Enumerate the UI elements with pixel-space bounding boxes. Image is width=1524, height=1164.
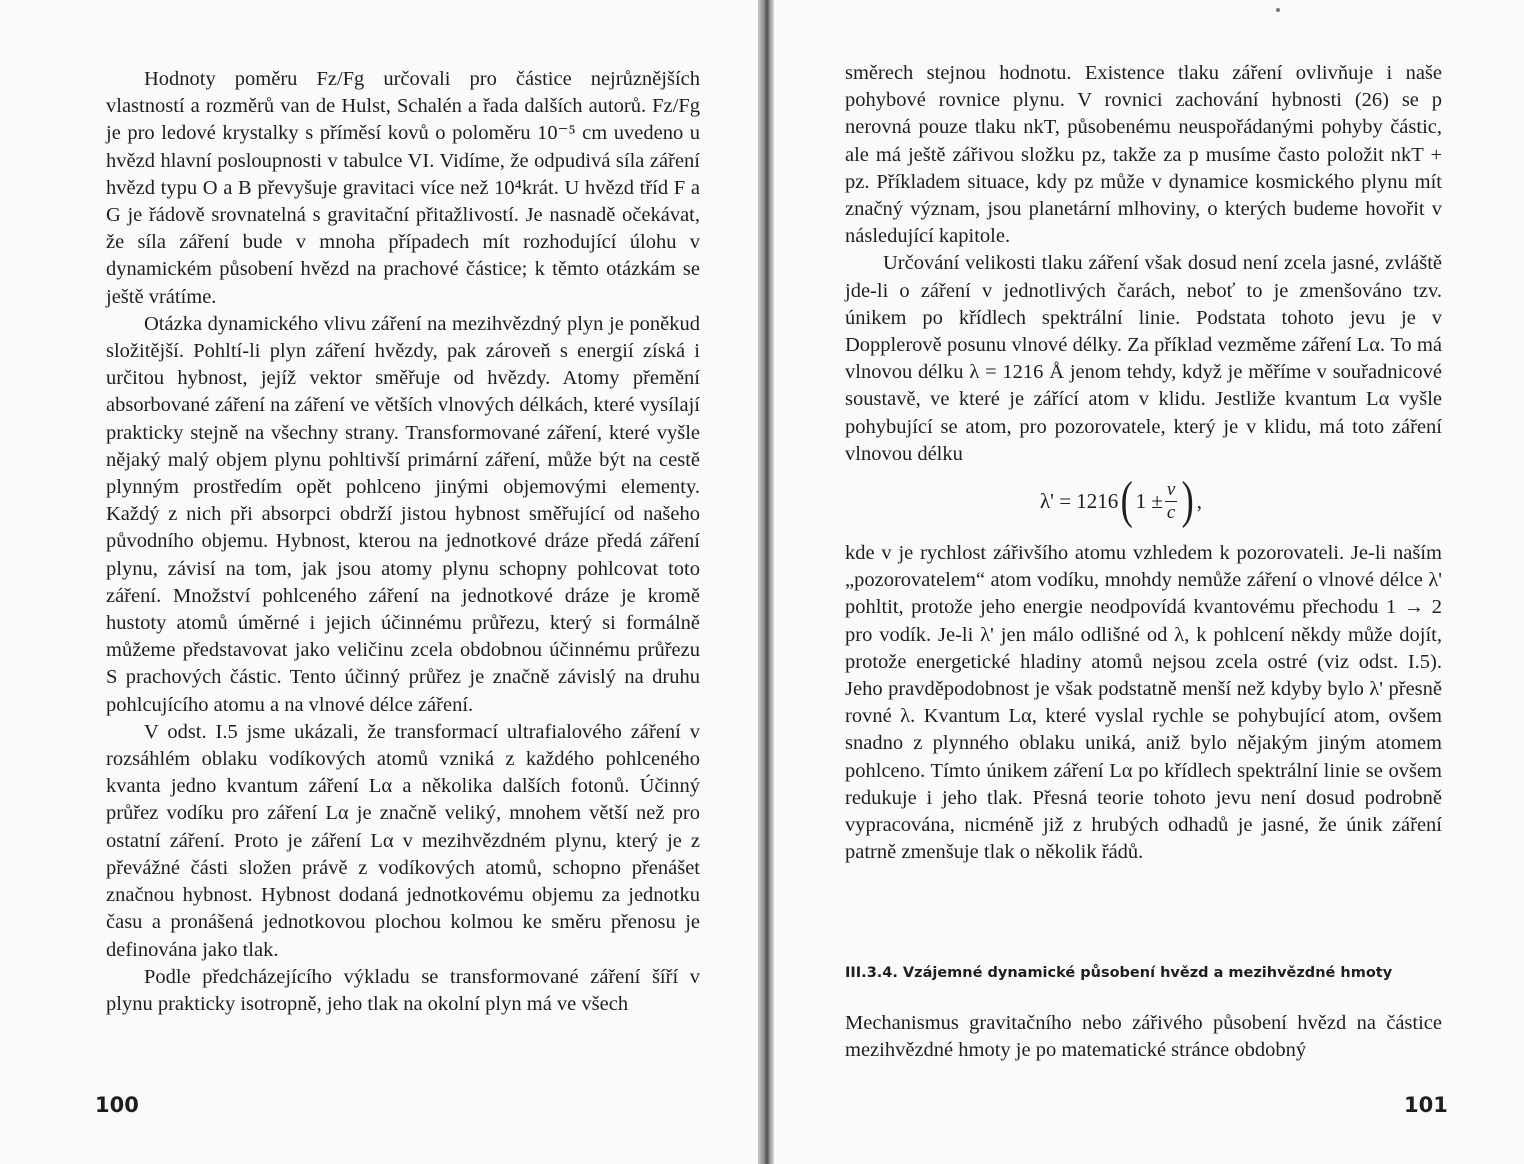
left-paren: ( bbox=[1120, 472, 1134, 529]
right-paren: ) bbox=[1181, 472, 1195, 529]
right-page-section-text bbox=[845, 1010, 1442, 1064]
fraction bbox=[1165, 479, 1177, 524]
paragraph: kde v je rychlost zářivšího atomu vzhledem k pozorovateli. Je-li naším „pozorovatelem“ atom vodíku, mnohdy nemůže záření o vlnové délce λ' pohltit, protože jeho energie neodpovídá kvantovému přechodu 1 → 2 pro vodík. Je-li λ' jen málo odlišné od λ, k pohlcení někdy může dojít, protože energetické hladiny atomů nejsou zcela ostré (viz odst. I.5). Jeho pravděpodobnost je však podstatně menší než kdyby bylo λ' přesně rovné λ. Kvantum Lα, které vyslal rychle se pohybující atom, ovšem snadno z plynného oblaku uniká, aniž bylo nějakým jiným atomem pohlceno. Tímto únikem záření Lα po křídlech spektrální linie se ovšem redukuje i jeho tlak. Přesná teorie tohoto jevu není dosud podrobně vypracována, nicméně již z hrubých odhadů je jasné, že únik záření patrně zmenšuje tlak o několik řádů. bbox=[845, 542, 1442, 864]
paragraph: Mechanismus gravitačního nebo zářivého působení hvězd na částice mezihvězdné hmoty je po matematické stránce obdobný bbox=[845, 1012, 1442, 1062]
paragraph: V odst. I.5 jsme ukázali, že transformací ultrafialového záření v rozsáhlém oblaku vodíkových atomů vzniká z každého pohlceného kvanta jedno kvantum záření Lα a několika dalších fotonů. Účinný průřez vodíku pro záření Lα je značně veliký, mnohem větší než pro ostatní záření. Proto je záření Lα v mezihvězdném plynu, který je z převážné části složen právě z vodíkových atomů, schopno přenášet značnou hybnost. Hybnost dodaná jednotkovému objemu za jednotku času a pronášená jednotkovou plochou kolmou ke směru přenosu je definována jako tlak. bbox=[106, 720, 700, 961]
page-number-right: 101 bbox=[1404, 1093, 1448, 1117]
book-gutter bbox=[758, 0, 774, 1164]
right-page-text bbox=[845, 60, 1442, 468]
equation bbox=[1040, 466, 1202, 536]
right-page-text-continued bbox=[845, 540, 1442, 866]
left-page-text bbox=[106, 66, 700, 1018]
paragraph: směrech stejnou hodnotu. Existence tlaku záření ovlivňuje i naše pohybové rovnice plynu. V rovnici zachování hybnosti (26) se p nerovná pouze tlaku nkT, působenému neuspořádanými pohyby částic, ale má ještě zářivou složku pz, takže za p musíme často položit nkT + pz. Příkladem situace, kdy pz může v dynamice kosmického plynu mít značný význam, jsou planetární mlhoviny, o kterých budeme hovořit v následující kapitole. bbox=[845, 62, 1442, 248]
equation-term: 1 ± bbox=[1135, 488, 1163, 513]
paper-speck bbox=[1276, 8, 1280, 12]
paragraph: Podle předcházejícího výkladu se transformované záření šíří v plynu prakticky isotropně, jeho tlak na okolní plyn má ve všech bbox=[106, 965, 700, 1015]
fraction-denominator: c bbox=[1166, 501, 1176, 523]
paragraph: Určování velikosti tlaku záření však dosud není zcela jasné, zvláště jde-li o záření v jednotlivých čarách, neboť to je zmenšováno tzv. únikem po křídlech spektrální linie. Podstata tohoto jevu je v Dopplerově posunu vlnové délky. Za příklad vezměme záření Lα. To má vlnovou délku λ = 1216 Å jenom tehdy, když je měříme v souřadnicové soustavě, ve které je zářící atom v klidu. Jestliže kvantum Lα vyšle pohybující se atom, pro pozorovatele, který je v klidu, má toto záření vlnovou délku bbox=[845, 252, 1442, 465]
section-heading: III.3.4. Vzájemné dynamické působení hvězd a mezihvězdné hmoty bbox=[845, 965, 1393, 981]
page-number-left: 100 bbox=[95, 1093, 139, 1117]
equation-lhs: λ' = 1216 bbox=[1040, 488, 1119, 513]
fraction-numerator: v bbox=[1166, 478, 1176, 500]
paragraph: Otázka dynamického vlivu záření na mezihvězdný plyn je poněkud složitější. Pohltí-li plyn záření hvězdy, pak zároveň s energií získá i určitou hybnost, jejíž vektor směřuje od hvězdy. Atomy přemění absorbované záření na záření ve větších vlnových délkách, které vysílají prakticky stejně na všechny strany. Transformované záření, které vyšle nějaký malý objem plynu pohltivší primární záření, může být na cestě plynným prostředím opět pohlceno jinými objemovými elementy. Každý z nich při absorpci obdrží jistou hybnost směřující od našeho původního objemu. Hybnost, kterou na jednotkové dráze předá záření plynu, závisí na tom, jak jsou atomy plynu schopny pohlcovat toto záření. Množství pohlceného záření na jednotkové dráze je kromě hustoty atomů úměrné i jejich účinnému průřezu, který si formálně můžeme představovat jako veličinu zcela obdobnou účinnému průřezu S prachových částic. Tento účinný průřez je značně závislý na druhu pohlcujícího atomu a na vlnové délce záření. bbox=[106, 312, 700, 716]
equation-tail: , bbox=[1196, 488, 1202, 513]
paragraph: Hodnoty poměru Fz/Fg určovali pro částice nejrůznějších vlastností a rozměrů van de Hulst, Schalén a řada dalších autorů. Fz/Fg je pro ledové krystalky s příměsí kovů o poloměru 10⁻⁵ cm uvedeno u hvězd hlavní posloupnosti v tabulce VI. Vidíme, že odpudivá síla záření hvězd typu O a B převyšuje gravitaci více než 10⁴krát. U hvězd tříd F a G je řádově srovnatelná s gravitační přitažlivostí. Je nasnadě očekávat, že síla záření bude v mnoha případech mít rozhodující úlohu v dynamickém působení hvězd na prachové částice; k těmto otázkám se ještě vrátíme. bbox=[106, 68, 700, 308]
